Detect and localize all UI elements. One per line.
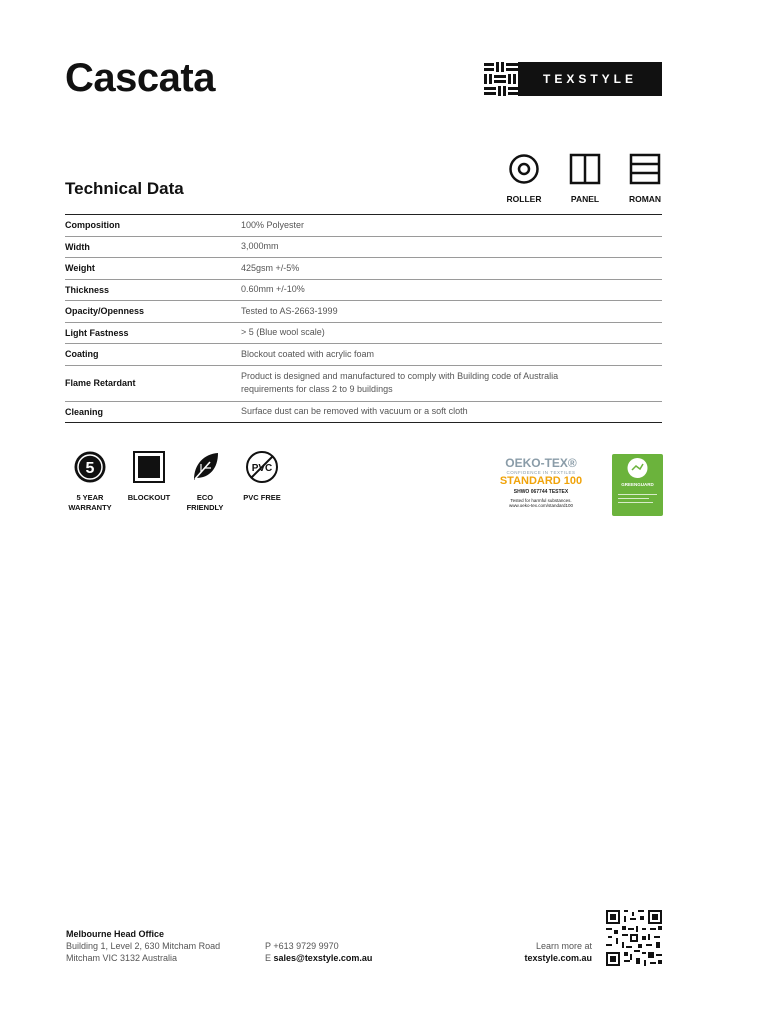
spec-value: 0.60mm +/-10% (241, 284, 305, 295)
spec-label: Composition (65, 220, 120, 231)
spec-row-cleaning (65, 402, 662, 423)
badge-label (121, 493, 177, 503)
spec-label: Flame Retardant (65, 378, 136, 388)
spec-row-coating (65, 344, 662, 366)
section-title: Technical Data (65, 179, 184, 198)
badge-label (177, 493, 233, 513)
badge-label-line-2: FRIENDLY (186, 503, 224, 512)
oeko-url: www.oeko-tex.com/standard100 (508, 503, 574, 508)
badge-blockout (121, 450, 177, 503)
spec-value: 100% Polyester (241, 219, 305, 230)
phone: P +613 9729 9970 (265, 941, 339, 951)
spec-label: Light Fastness (65, 327, 129, 338)
oeko-tagline: CONFIDENCE IN TEXTILES (506, 470, 576, 475)
brand-name: TEXSTYLE (518, 62, 662, 96)
badge-warranty (62, 450, 118, 513)
spec-row-weight (65, 258, 662, 280)
website-link[interactable]: texstyle.com.au (524, 953, 592, 963)
warranty-5-icon (73, 450, 107, 484)
spec-row-thickness (65, 280, 662, 302)
spec-row-flame-retardant (65, 366, 662, 402)
roman-icon (629, 153, 661, 185)
leaf-icon (188, 450, 222, 484)
spec-row-composition (65, 215, 662, 237)
office-address (66, 928, 220, 964)
office-title: Melbourne Head Office (66, 929, 165, 939)
badge-label (62, 493, 118, 513)
qr-code-icon[interactable] (606, 910, 662, 966)
spec-value-line-2: requirements for class 2 to 9 buildings (241, 384, 393, 394)
texstyle-logo-mark-icon (484, 62, 518, 96)
learn-more-label: Learn more at (535, 941, 592, 951)
oeko-cert-number: SHWO 067744 TESTEX (513, 489, 569, 495)
spec-row-light-fastness (65, 323, 662, 345)
spec-label: Opacity/Openness (65, 306, 145, 317)
spec-value (241, 367, 662, 399)
spec-label: Coating (65, 349, 99, 360)
greenguard-icon (612, 454, 663, 484)
oeko-standard: STANDARD 100 (499, 475, 583, 487)
mount-option-roller (494, 153, 554, 204)
badge-label-line-2: WARRANTY (68, 503, 112, 512)
badge-pvc-free (234, 450, 290, 503)
spec-label: Thickness (65, 284, 110, 295)
spec-label: Width (65, 241, 90, 252)
badge-label-line-1: PVC FREE (243, 493, 281, 502)
roller-icon (508, 153, 540, 185)
spec-label: Weight (65, 263, 95, 274)
greenguard-badge (612, 454, 663, 516)
email-link[interactable]: sales@texstyle.com.au (273, 953, 373, 963)
spec-value: 425gsm +/-5% (241, 262, 300, 273)
oeko-tex-certification (482, 456, 600, 508)
badge-label (234, 493, 290, 503)
spec-table (65, 214, 662, 423)
greenguard-label: GREENGUARD (621, 482, 654, 487)
spec-row-opacity (65, 301, 662, 323)
product-title: Cascata (65, 56, 215, 100)
spec-label: Cleaning (65, 406, 104, 417)
pvc-free-icon (245, 450, 279, 484)
blockout-icon (132, 450, 166, 484)
spec-row-width (65, 237, 662, 259)
website-info (470, 940, 592, 964)
oeko-tested: Tested for harmful substances. (510, 498, 572, 503)
panel-icon (569, 153, 601, 185)
roman-label: ROMAN (628, 194, 662, 204)
mount-option-roman (615, 153, 675, 204)
oeko-brand: OEKO-TEX® (505, 456, 577, 470)
email-line: E sales@texstyle.com.au (265, 953, 373, 963)
spec-value: Surface dust can be removed with vacuum or a soft cloth (241, 406, 468, 417)
spec-value-line-1: Product is designed and manufactured to comply with Building code of Australia (241, 371, 559, 381)
badge-eco (177, 450, 233, 513)
spec-value: 3,000mm (241, 241, 279, 252)
spec-value: > 5 (Blue wool scale) (241, 327, 325, 338)
address-line-2: Mitcham VIC 3132 Australia (66, 953, 178, 963)
roller-label: ROLLER (506, 194, 542, 204)
mount-option-panel (555, 153, 615, 204)
panel-label: PANEL (570, 194, 600, 204)
pvc-text: PVC (251, 463, 273, 474)
badge-label-line-1: ECO (196, 493, 214, 502)
badge-label-line-1: 5 YEAR (76, 493, 104, 502)
warranty-number: 5 (85, 460, 95, 477)
badge-label-line-1: BLOCKOUT (127, 493, 171, 502)
contact-info (265, 940, 372, 964)
address-line-1: Building 1, Level 2, 630 Mitcham Road (66, 941, 221, 951)
spec-value: Tested to AS-2663-1999 (241, 305, 338, 316)
texstyle-logo (484, 62, 662, 96)
spec-value: Blockout coated with acrylic foam (241, 348, 375, 359)
